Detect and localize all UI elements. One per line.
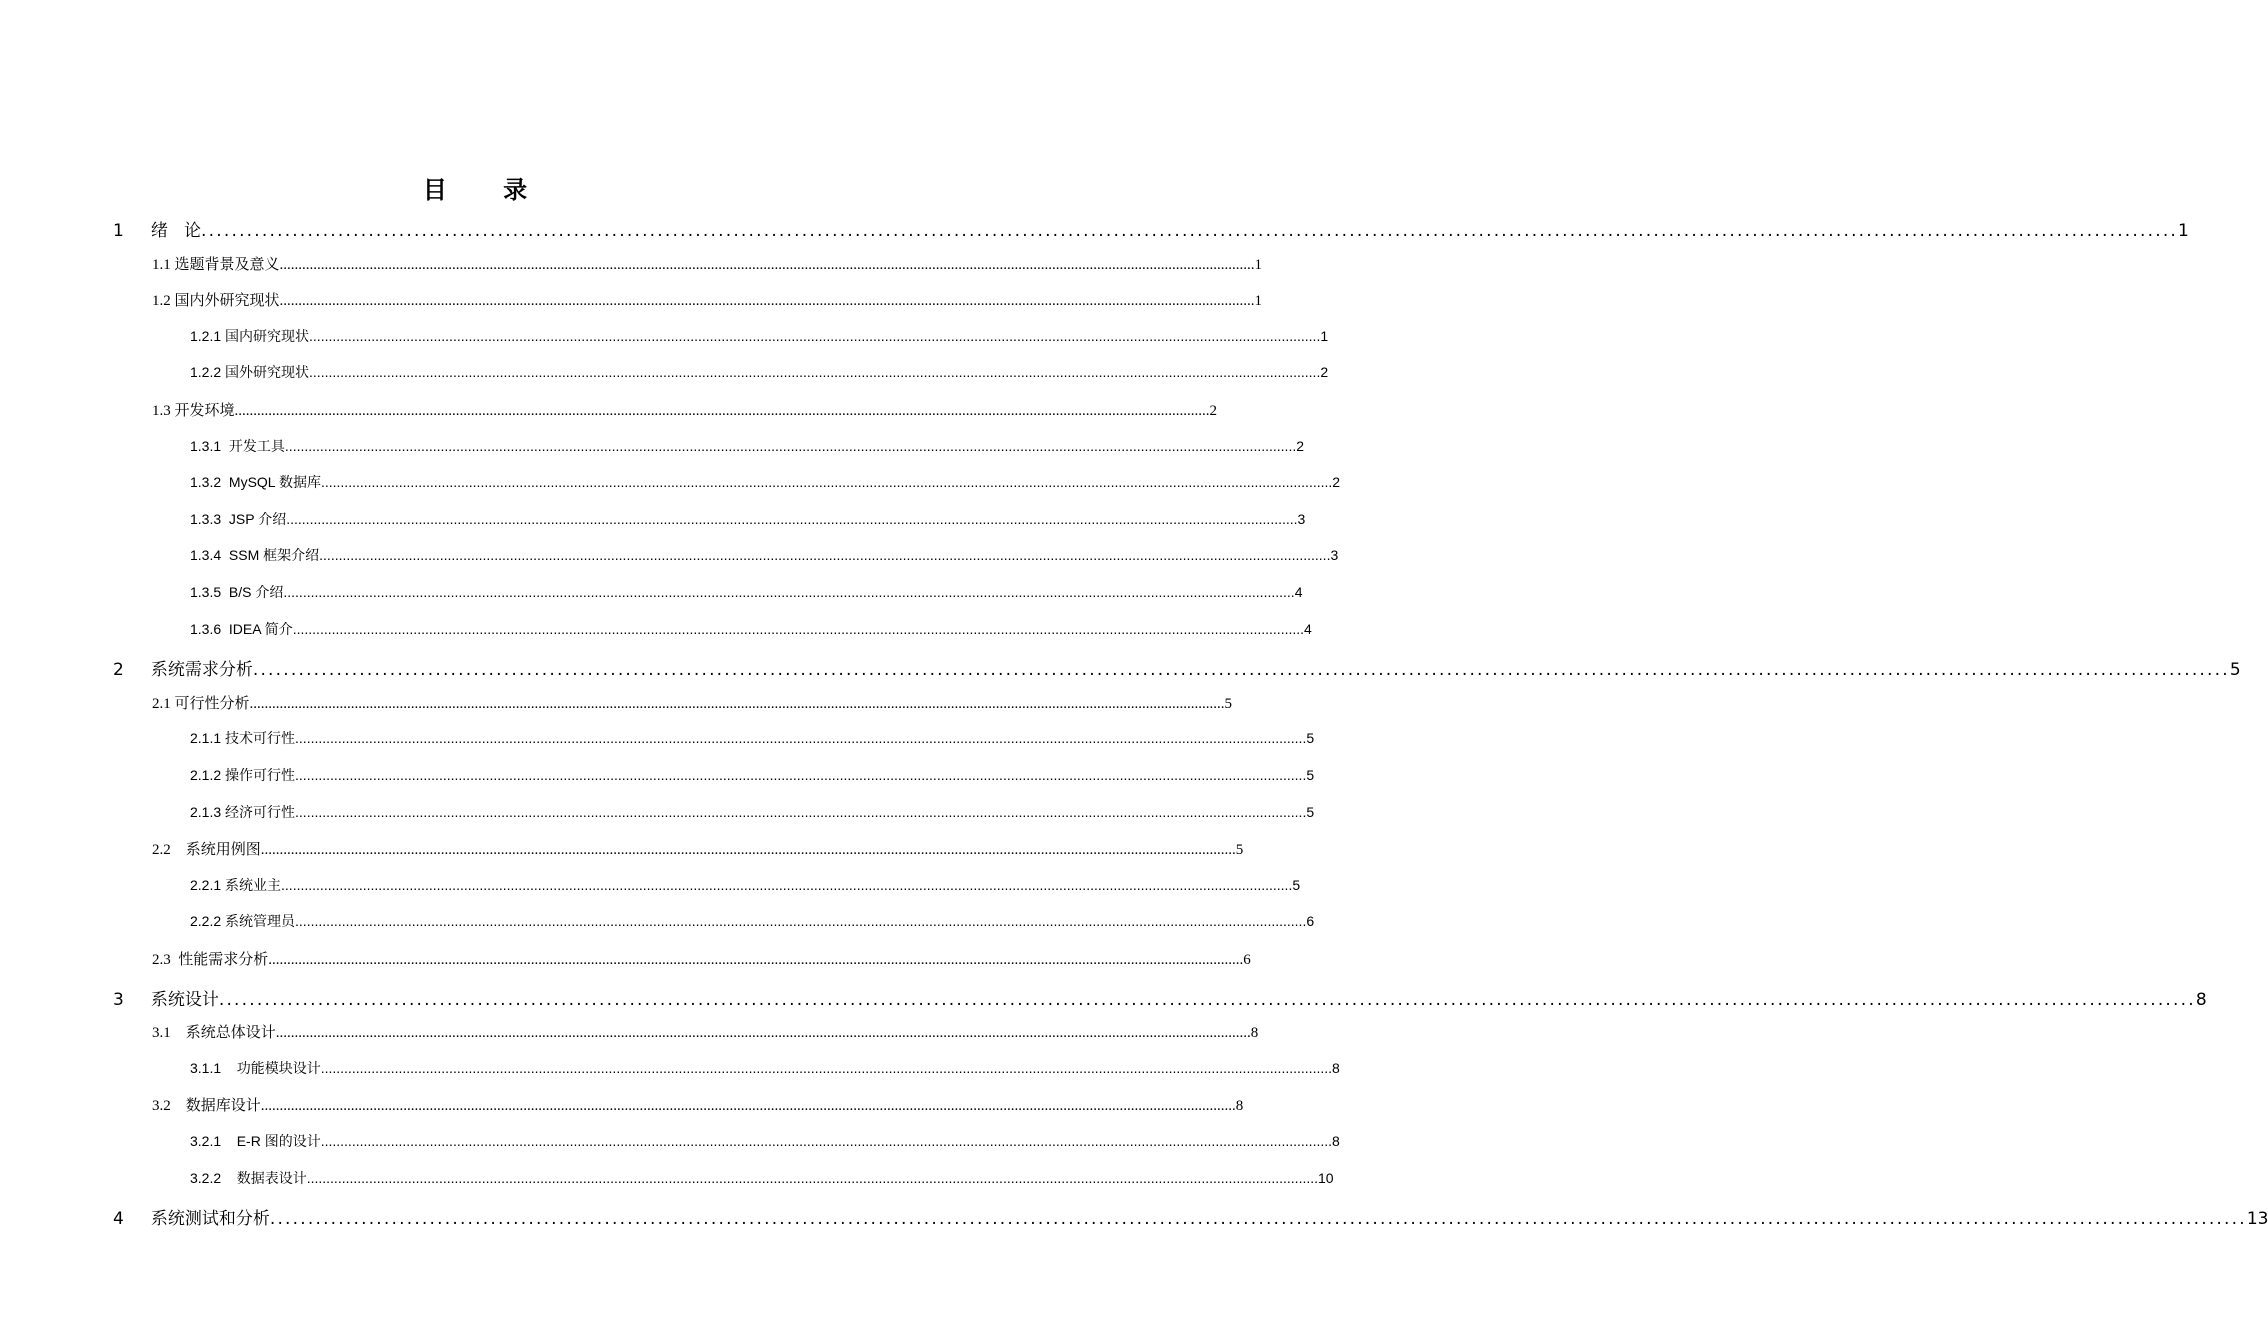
toc-entry-page-number: 4	[1304, 621, 1312, 637]
dot-leader: ....................................................................................................................................................................................................................................................................	[234, 403, 1210, 419]
toc-entry[interactable]	[190, 1131, 1340, 1155]
toc-entry[interactable]	[152, 838, 1244, 862]
toc-entry-label: 4 系统测试和分析	[113, 1209, 270, 1229]
dot-leader: ....................................................................................................................................................................................................................................................................	[268, 952, 1244, 968]
dot-leader: ....................................................................................................................................................................................................................................................................	[284, 438, 1297, 454]
toc-entry[interactable]	[113, 985, 2207, 1010]
toc-entry-page-number: 3	[1330, 547, 1339, 563]
toc-entry-page-number: 1	[2178, 221, 2189, 241]
dot-leader: ....................................................................................................................................................................................................................................................................	[252, 660, 2230, 680]
toc-entry[interactable]	[190, 1058, 1340, 1082]
toc-entry-page-number: 5	[1306, 730, 1315, 746]
toc-entry-label: 2.1.2 操作可行性	[190, 767, 296, 783]
toc-entry-label: 2.2.1 系统业主	[190, 877, 282, 893]
dot-leader: ....................................................................................................................................................................................................................................................................	[218, 990, 2196, 1010]
toc-entry[interactable]	[152, 692, 1233, 716]
toc-entry-label: 1.3 开发环境	[152, 403, 235, 419]
toc-entry-page-number: 10	[1318, 1170, 1334, 1186]
toc-entry-label: 1.2.2 国外研究现状	[190, 364, 310, 380]
toc-entry[interactable]	[190, 802, 1315, 826]
toc-entry-page-number: 1	[1254, 257, 1263, 273]
toc-entry-label: 3 系统设计	[113, 990, 219, 1010]
toc-entry-page-number: 5	[1235, 842, 1244, 858]
toc-entry-label: 2.2 系统用例图	[152, 842, 261, 858]
dot-leader: ....................................................................................................................................................................................................................................................................	[295, 913, 1307, 929]
toc-entry-label: 2.1.1 技术可行性	[190, 730, 296, 746]
toc-entry-page-number: 6	[1306, 913, 1315, 929]
dot-leader: ....................................................................................................................................................................................................................................................................	[320, 1133, 1333, 1149]
toc-entry-label: 3.2 数据库设计	[152, 1098, 261, 1114]
toc-entry-page-number: 1	[1254, 293, 1263, 309]
toc-entry-label: 1.3.4 SSM 框架介绍	[190, 547, 320, 563]
toc-entry-page-number: 2	[1320, 364, 1329, 380]
toc-entry-label: 2.2.2 系统管理员	[190, 913, 296, 929]
toc-entry[interactable]	[113, 1204, 2268, 1229]
toc-entry-page-number: 2	[1209, 403, 1218, 419]
dot-leader: ....................................................................................................................................................................................................................................................................	[319, 547, 1331, 563]
toc-title: 目 录	[422, 176, 552, 204]
toc-entry[interactable]	[190, 1168, 1334, 1192]
toc-entry-page-number: 5	[1306, 767, 1315, 783]
toc-entry[interactable]	[152, 289, 1263, 313]
toc-entry-page-number: 8	[1235, 1098, 1244, 1114]
toc-entry-page-number: 8	[1332, 1133, 1340, 1149]
toc-entry-label: 1.3.2 MySQL 数据库	[190, 474, 321, 490]
toc-entry-page-number: 5	[1292, 877, 1301, 893]
dot-leader: ....................................................................................................................................................................................................................................................................	[279, 257, 1255, 273]
toc-entry-label: 2.1.3 经济可行性	[190, 804, 296, 820]
toc-entry-page-number: 5	[2229, 660, 2241, 680]
toc-entry[interactable]	[190, 875, 1301, 899]
toc-entry-label: 3.1.1 功能模块设计	[190, 1060, 321, 1076]
dot-leader: ....................................................................................................................................................................................................................................................................	[279, 293, 1255, 309]
toc-entry[interactable]	[190, 545, 1339, 569]
dot-leader: ....................................................................................................................................................................................................................................................................	[306, 1170, 1319, 1186]
toc-entry[interactable]	[113, 216, 2189, 241]
toc-entry-label: 1.2 国内外研究现状	[152, 293, 280, 309]
toc-entry-label: 2.1 可行性分析	[152, 696, 250, 712]
toc-entry-label: 2.3 性能需求分析	[152, 952, 269, 968]
toc-entry-label: 1.1 选题背景及意义	[152, 257, 280, 273]
dot-leader: ....................................................................................................................................................................................................................................................................	[320, 1060, 1333, 1076]
dot-leader: ....................................................................................................................................................................................................................................................................	[275, 1025, 1251, 1041]
dot-leader: ....................................................................................................................................................................................................................................................................	[286, 511, 1298, 527]
toc-entry-page-number: 5	[1306, 804, 1315, 820]
toc-entry-page-number: 8	[1332, 1060, 1340, 1076]
dot-leader: ....................................................................................................................................................................................................................................................................	[292, 621, 1305, 637]
dot-leader: ....................................................................................................................................................................................................................................................................	[309, 364, 1321, 380]
toc-entry-page-number: 1	[1320, 328, 1329, 344]
dot-leader: ....................................................................................................................................................................................................................................................................	[201, 221, 2179, 241]
dot-leader: ....................................................................................................................................................................................................................................................................	[260, 1098, 1236, 1114]
toc-entry[interactable]	[152, 1021, 1259, 1045]
toc-entry[interactable]	[152, 399, 1218, 423]
toc-entry-page-number: 4	[1294, 584, 1303, 600]
toc-entry[interactable]	[152, 253, 1263, 277]
toc-entry-page-number: 2	[1332, 474, 1341, 490]
toc-entry-label: 1.3.5 B/S 介绍	[190, 584, 284, 600]
toc-entry-page-number: 2	[1296, 438, 1305, 454]
toc-entry-label: 1.3.3 JSP 介绍	[190, 511, 287, 527]
dot-leader: ....................................................................................................................................................................................................................................................................	[281, 877, 1293, 893]
toc-entry[interactable]	[190, 911, 1315, 935]
toc-entry[interactable]	[190, 362, 1329, 386]
toc-entry-page-number: 8	[2195, 990, 2207, 1010]
toc-entry-label: 1.3.1 开发工具	[190, 438, 285, 454]
dot-leader: ....................................................................................................................................................................................................................................................................	[260, 842, 1236, 858]
toc-entry[interactable]	[190, 619, 1312, 643]
toc-entry-page-number: 13	[2246, 1209, 2268, 1229]
toc-entry-label: 1 绪 论	[113, 221, 202, 241]
dot-leader: ....................................................................................................................................................................................................................................................................	[295, 730, 1307, 746]
dot-leader: ....................................................................................................................................................................................................................................................................	[249, 696, 1225, 712]
toc-entry[interactable]	[190, 436, 1305, 460]
toc-entry-label: 1.2.1 国内研究现状	[190, 328, 310, 344]
toc-entry[interactable]	[152, 1094, 1244, 1118]
toc-entry[interactable]	[152, 948, 1251, 972]
toc-entry-label: 3.2.1 E-R 图的设计	[190, 1133, 321, 1149]
toc-entry[interactable]	[190, 582, 1303, 606]
dot-leader: ....................................................................................................................................................................................................................................................................	[295, 804, 1307, 820]
toc-entry[interactable]	[113, 655, 2241, 680]
dot-leader: ....................................................................................................................................................................................................................................................................	[309, 328, 1321, 344]
toc-entry[interactable]	[190, 472, 1341, 496]
toc-entry[interactable]	[190, 326, 1329, 350]
dot-leader: ....................................................................................................................................................................................................................................................................	[295, 767, 1307, 783]
toc-entry-page-number: 8	[1250, 1025, 1259, 1041]
dot-leader: ....................................................................................................................................................................................................................................................................	[269, 1209, 2247, 1229]
toc-entry-label: 3.1 系统总体设计	[152, 1025, 276, 1041]
toc-entry-page-number: 5	[1224, 696, 1233, 712]
toc-entry-label: 2 系统需求分析	[113, 660, 253, 680]
toc-entry-page-number: 3	[1297, 511, 1306, 527]
toc-entry[interactable]	[190, 509, 1306, 533]
dot-leader: ....................................................................................................................................................................................................................................................................	[283, 584, 1295, 600]
toc-entry[interactable]	[190, 728, 1315, 752]
toc-entry-label: 3.2.2 数据表设计	[190, 1170, 307, 1186]
toc-entry-page-number: 6	[1243, 952, 1251, 968]
dot-leader: ....................................................................................................................................................................................................................................................................	[320, 474, 1333, 490]
toc-entry[interactable]	[190, 765, 1315, 789]
toc-entry-label: 1.3.6 IDEA 简介	[190, 621, 293, 637]
